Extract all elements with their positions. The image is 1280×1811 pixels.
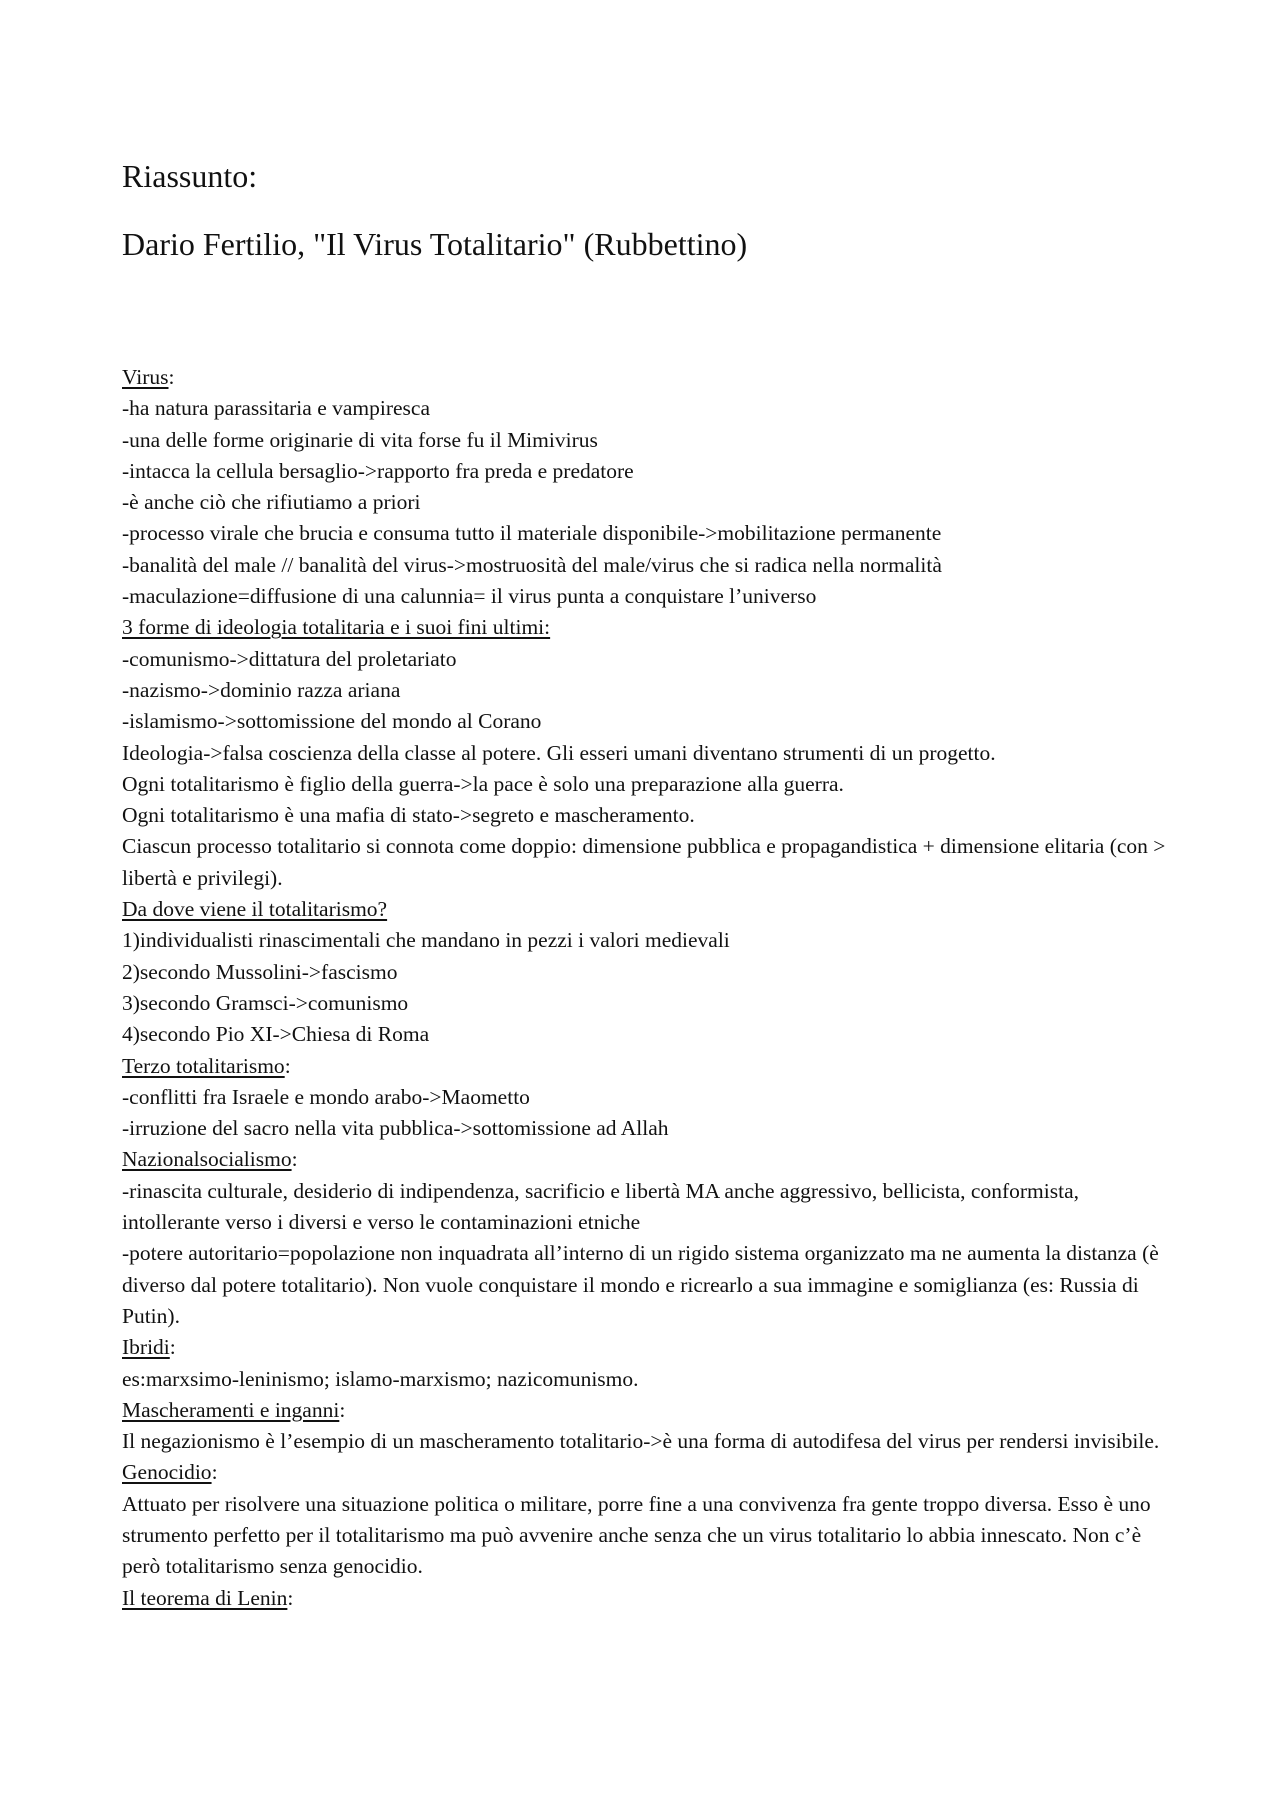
heading-text: Virus [122,365,169,389]
paragraph: Ideologia->falsa coscienza della classe al potere. Gli esseri umani diventano strumenti di un progetto. [122,740,996,765]
paragraph: es:marxsimo-leninismo; islamo-marxismo; nazicomunismo. [122,1366,639,1391]
section-heading-nazionalsocialismo [122,1144,1172,1175]
list-item: -nazismo->dominio razza ariana [122,677,401,702]
heading-colon: : [339,1397,346,1422]
heading-colon: : [291,1147,298,1172]
list-item: -banalità del male // banalità del virus->mostruosità del male/virus che si radica nella normalità [122,552,942,577]
heading-text: Il teorema di Lenin [122,1585,288,1610]
paragraph: Ogni totalitarismo è figlio della guerra->la pace è solo una preparazione alla guerra. [122,771,844,796]
list-item: -maculazione=diffusione di una calunnia= il virus punta a conquistare l’universo [122,584,817,609]
section-heading-mascheramenti [122,1395,1172,1426]
list-item: 3)secondo Gramsci->comunismo [122,990,409,1015]
section-heading-genocidio [122,1457,1172,1488]
list-item: -intacca la cellula bersaglio->rapporto fra preda e predatore [122,458,634,483]
paragraph: Ciascun processo totalitario si connota come doppio: dimensione pubblica e propagandistica + dimensione elitaria (con > libertà e privilegi). [122,834,1166,890]
list-item: -processo virale che brucia e consuma tutto il materiale disponibile->mobilitazione permanente [122,521,942,546]
list-item: -islamismo->sottomissione del mondo al Corano [122,709,542,734]
list-item: -ha natura parassitaria e vampiresca [122,396,431,421]
section-heading-forme [122,612,1172,643]
heading-text: 3 forme di ideologia totalitaria e i suoi fini ultimi: [122,615,551,640]
heading-text: Ibridi [122,1335,170,1360]
list-item: 2)secondo Mussolini->fascismo [122,959,398,984]
list-item: -irruzione del sacro nella vita pubblica->sottomissione ad Allah [122,1116,669,1141]
section-heading-virus [122,362,1172,393]
section-heading-ibridi [122,1332,1172,1363]
paragraph: Attuato per risolvere una situazione politica o militare, porre fine a una convivenza fra gente troppo diversa. Esso è uno strumento perfetto per il totalitarismo ma può avvenire anche senza che un virus totalitario lo abbia innescato. Non c’è però totalitarismo senza genocidio. [122,1491,1151,1579]
heading-text: Nazionalsocialismo [122,1147,292,1172]
heading-text: Genocidio [122,1460,212,1485]
document-body [122,362,1172,1614]
heading-colon: : [287,1585,294,1610]
list-item: 1)individualisti rinascimentali che mandano in pezzi i valori medievali [122,928,730,953]
heading-text: Terzo totalitarismo [122,1053,285,1078]
list-item: -è anche ciò che rifiutiamo a priori [122,490,421,515]
list-item: -rinascita culturale, desiderio di indipendenza, sacrificio e libertà MA anche aggressivo, bellicista, conformista, intollerante verso i diversi e verso le contaminazioni etniche [122,1178,1080,1235]
list-item: 4)secondo Pio XI->Chiesa di Roma [122,1022,430,1047]
section-heading-origini [122,894,1172,925]
heading-colon: : [284,1053,291,1078]
list-item: -una delle forme originarie di vita forse fu il Mimivirus [122,427,598,452]
section-heading-terzo [122,1051,1172,1082]
heading-colon: : [168,365,175,389]
document-subtitle: Dario Fertilio, "Il Virus Totalitario" (Rubbettino) [122,226,748,262]
paragraph: Il negazionismo è l’esempio di un mascheramento totalitario->è una forma di autodifesa del virus per rendersi invisibile. [122,1429,1160,1454]
list-item: -conflitti fra Israele e mondo arabo->Maometto [122,1084,530,1109]
heading-text: Da dove viene il totalitarismo? [122,897,388,922]
list-item: -comunismo->dittatura del proletariato [122,646,457,671]
heading-text: Mascheramenti e inganni [122,1397,340,1422]
document-title: Riassunto: [122,158,258,194]
paragraph: Ogni totalitarismo è una mafia di stato->segreto e mascheramento. [122,803,695,828]
list-item: -potere autoritario=popolazione non inquadrata all’interno di un rigido sistema organizzato ma ne aumenta la distanza (è diverso dal potere totalitario). Non vuole conquistare il mondo e ricrearlo a sua immagine e somiglianza (es: Russia di Putin). [122,1241,1159,1328]
heading-colon: : [169,1335,176,1360]
section-heading-lenin [122,1583,1172,1614]
heading-colon: : [211,1460,218,1485]
